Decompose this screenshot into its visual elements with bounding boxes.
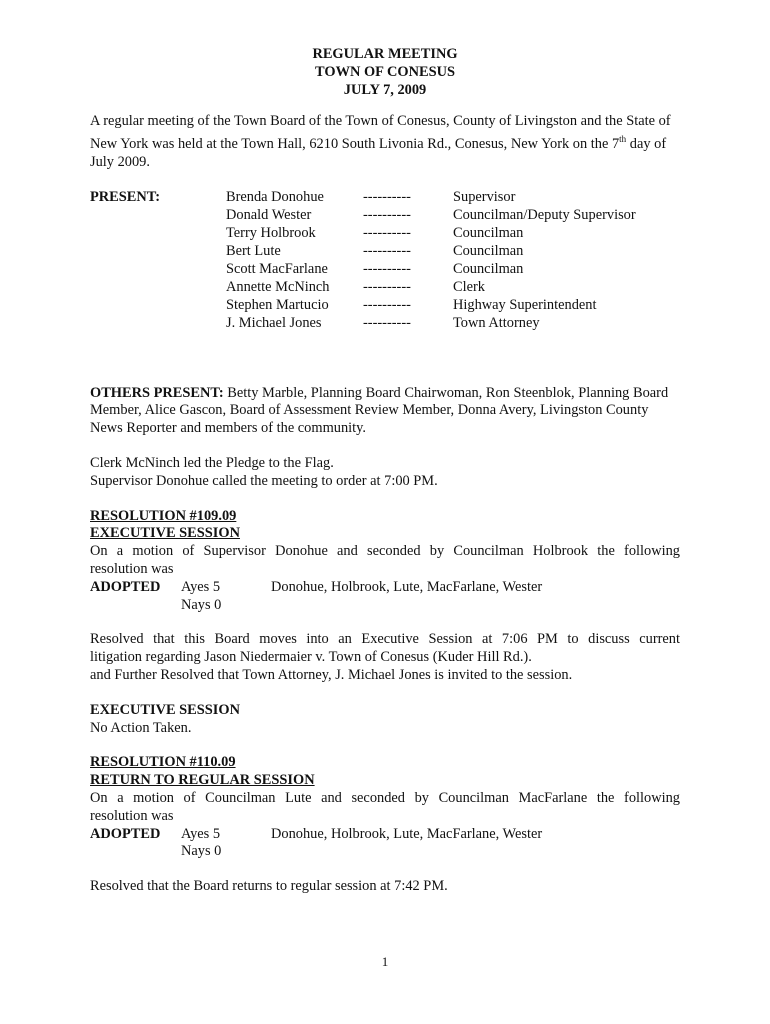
member-name: Annette McNinch (226, 278, 330, 295)
member-name: J. Michael Jones (226, 314, 322, 331)
vote-ayes (90, 826, 680, 844)
resolved-line: Resolved that the Board returns to regular session at 7:42 PM. (90, 878, 448, 895)
member-name: Stephen Martucio (226, 296, 329, 313)
member-dash: ---------- (363, 314, 411, 331)
present-list (90, 189, 680, 333)
vote-nays (90, 597, 680, 615)
member-title: Councilman (453, 242, 524, 259)
resolution-title: RETURN TO REGULAR SESSION (90, 772, 315, 789)
vote-ayes (90, 579, 680, 597)
call-to-order-line: Supervisor Donohue called the meeting to order at 7:00 PM. (90, 472, 438, 489)
member-name: Terry Holbrook (226, 224, 316, 241)
vote-nays (90, 843, 680, 861)
ayes-count: Ayes 5 (181, 578, 221, 595)
member-title: Supervisor (453, 188, 516, 205)
member-title: Highway Superintendent (453, 296, 597, 313)
resolution-number: RESOLUTION #109.09 (90, 507, 237, 524)
member-dash: ---------- (363, 296, 411, 313)
motion-line-end: resolution was (90, 560, 174, 577)
executive-session-block (90, 702, 680, 738)
member-title: Clerk (453, 278, 485, 295)
intro-text-end: day of July 2009. (90, 135, 667, 170)
member-title: Councilman (453, 224, 524, 241)
further-resolved: and Further Resolved that Town Attorney, J. Michael Jones is invited to the session. (90, 666, 573, 683)
header-town: TOWN OF CONESUS (315, 63, 455, 80)
member-name: Bert Lute (226, 242, 281, 259)
motion-line-end: resolution was (90, 807, 174, 824)
adopted-label: ADOPTED (90, 578, 161, 595)
ayes-names: Donohue, Holbrook, Lute, MacFarlane, Wester (271, 578, 543, 595)
header-date: JULY 7, 2009 (343, 81, 427, 98)
pledge-line: Clerk McNinch led the Pledge to the Flag. (90, 454, 334, 471)
present-label: PRESENT: (90, 188, 161, 205)
others-present-text: Betty Marble, Planning Board Chairwoman, Ron Steenblok, Planning Board Member, Alice Gascon, Board of Assessment Review Member, Donna Avery, Livingston County News Reporter and members of the community. (90, 384, 669, 437)
member-title: Town Attorney (453, 314, 540, 331)
ayes-names: Donohue, Holbrook, Lute, MacFarlane, Wester (271, 825, 543, 842)
others-present-label: OTHERS PRESENT: (90, 384, 224, 401)
intro-paragraph (90, 113, 680, 171)
others-present-paragraph (90, 385, 680, 438)
document-page (90, 46, 680, 896)
resolution-title: EXECUTIVE SESSION (90, 525, 240, 542)
member-name: Donald Wester (226, 206, 312, 223)
nays-count: Nays 0 (181, 843, 222, 860)
member-dash: ---------- (363, 260, 411, 277)
member-dash: ---------- (363, 188, 411, 205)
resolved-line-end: litigation regarding Jason Niedermaier v. Town of Conesus (Kuder Hill Rd.). (90, 649, 532, 666)
member-name: Brenda Donohue (226, 188, 324, 205)
ayes-count: Ayes 5 (181, 825, 221, 842)
intro-superscript: th (619, 134, 627, 145)
pledge-block (90, 455, 680, 491)
member-dash: ---------- (363, 224, 411, 241)
executive-session-title: EXECUTIVE SESSION (90, 701, 240, 718)
motion-line: On a motion of Supervisor Donohue and seconded by Councilman Holbrook the following (90, 543, 680, 560)
member-name: Scott MacFarlane (226, 260, 328, 277)
meeting-header (90, 46, 680, 99)
member-dash: ---------- (363, 278, 411, 295)
member-title: Councilman/Deputy Supervisor (453, 206, 636, 223)
resolution-110 (90, 754, 680, 896)
motion-line: On a motion of Councilman Lute and seconded by Councilman MacFarlane the following (90, 789, 680, 806)
resolution-number: RESOLUTION #110.09 (90, 754, 236, 771)
header-title: REGULAR MEETING (312, 46, 458, 62)
page-number: 1 (381, 954, 389, 969)
resolution-109 (90, 508, 680, 685)
nays-count: Nays 0 (181, 596, 222, 613)
resolved-line: Resolved that this Board moves into an Executive Session at 7:06 PM to discuss current (90, 631, 680, 648)
executive-session-text: No Action Taken. (90, 719, 192, 736)
adopted-label: ADOPTED (90, 825, 161, 842)
member-title: Councilman (453, 260, 524, 277)
member-dash: ---------- (363, 206, 411, 223)
member-dash: ---------- (363, 242, 411, 259)
intro-text: A regular meeting of the Town Board of the Town of Conesus, County of Livingston and the State of New York was held at the Town Hall, 6210 South Livonia Rd., Conesus, New York on the 7 (90, 113, 671, 152)
